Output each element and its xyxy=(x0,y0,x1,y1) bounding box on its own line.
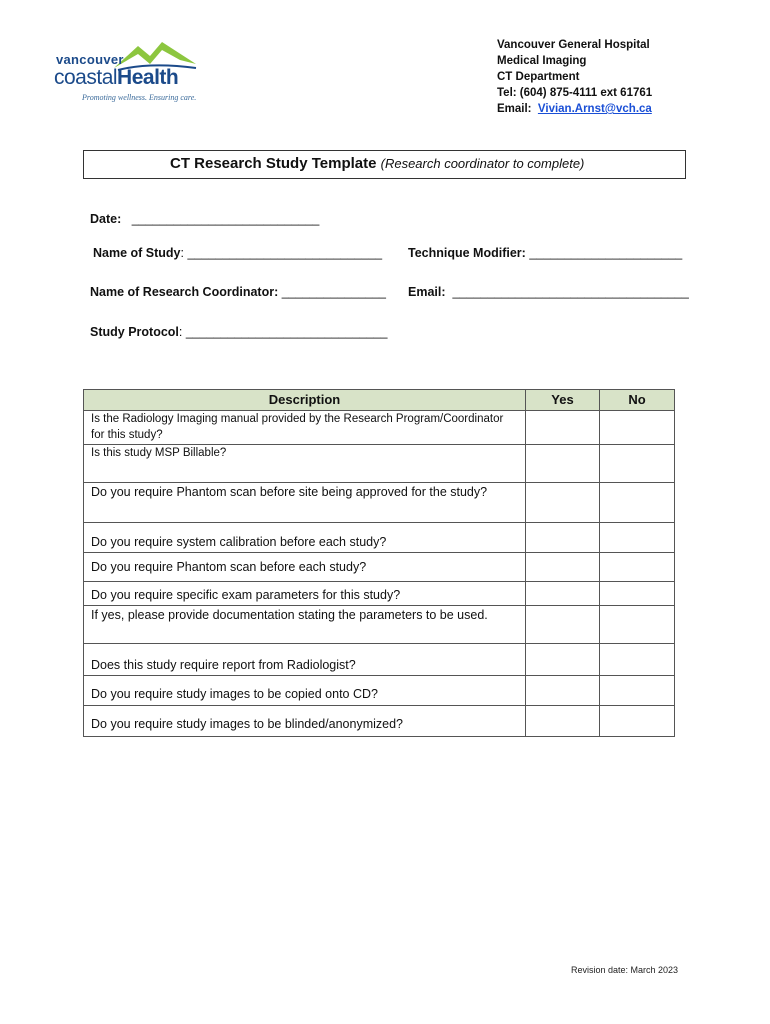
table-row xyxy=(84,706,675,737)
no-cell[interactable] xyxy=(600,483,675,523)
question-text: If yes, please provide documentation stating the parameters to be used. xyxy=(84,606,526,644)
phone: Tel: (604) 875-4111 ext 61761 xyxy=(497,87,653,99)
logo-tagline: Promoting wellness. Ensuring care. xyxy=(82,93,197,102)
technique-modifier-field[interactable]: Technique Modifier: ______________________ xyxy=(408,246,683,260)
table-row xyxy=(84,411,675,445)
table-row xyxy=(84,483,675,523)
yes-cell[interactable] xyxy=(526,606,600,644)
no-cell[interactable] xyxy=(600,445,675,483)
email-field[interactable]: Email: __________________________________ xyxy=(408,285,689,299)
yes-cell[interactable] xyxy=(526,483,600,523)
table-row xyxy=(84,644,675,676)
yes-cell[interactable] xyxy=(526,445,600,483)
yes-cell[interactable] xyxy=(526,706,600,737)
table-header-row xyxy=(84,390,675,411)
title-box xyxy=(83,150,686,179)
study-name-field[interactable]: Name of Study: ____________________________ xyxy=(93,246,383,260)
col-no-header: No xyxy=(600,390,675,411)
yes-cell[interactable] xyxy=(526,411,600,445)
question-text: Do you require study images to be blinded/anonymized? xyxy=(84,706,526,737)
dept-ct: CT Department xyxy=(497,71,580,83)
question-text: Do you require Phantom scan before each study? xyxy=(84,553,526,582)
yes-cell[interactable] xyxy=(526,523,600,553)
logo-line1: vancouver xyxy=(56,52,124,67)
no-cell[interactable] xyxy=(600,644,675,676)
date-field[interactable]: Date: ___________________________ xyxy=(90,212,320,226)
question-text: Do you require study images to be copied onto CD? xyxy=(84,676,526,706)
no-cell[interactable] xyxy=(600,676,675,706)
page-title: CT Research Study Template (Research coordinator to complete) xyxy=(170,155,585,172)
question-text: Do you require Phantom scan before site being approved for the study? xyxy=(84,483,526,523)
table-row xyxy=(84,606,675,644)
email-line: Email: Vivian.Arnst@vch.ca xyxy=(497,103,652,115)
question-text: Is this study MSP Billable? xyxy=(84,445,526,483)
no-cell[interactable] xyxy=(600,606,675,644)
yes-cell[interactable] xyxy=(526,553,600,582)
question-text: Does this study require report from Radiologist? xyxy=(84,644,526,676)
no-cell[interactable] xyxy=(600,523,675,553)
question-text: Do you require system calibration before each study? xyxy=(84,523,526,553)
revision-date: Revision date: March 2023 xyxy=(571,965,679,975)
dept-medical-imaging: Medical Imaging xyxy=(497,55,587,67)
email-link[interactable]: Vivian.Arnst@vch.ca xyxy=(537,103,652,115)
table-row xyxy=(84,445,675,483)
logo-line2: coastalHealth xyxy=(54,66,179,89)
yes-cell[interactable] xyxy=(526,582,600,606)
vch-logo xyxy=(52,38,202,108)
question-text: Do you require specific exam parameters for this study? xyxy=(84,582,526,606)
table-row xyxy=(84,523,675,553)
no-cell[interactable] xyxy=(600,582,675,606)
hospital-name: Vancouver General Hospital xyxy=(497,39,650,51)
no-cell[interactable] xyxy=(600,553,675,582)
col-yes-header: Yes xyxy=(526,390,600,411)
col-description-header: Description xyxy=(84,390,526,411)
table-row xyxy=(84,582,675,606)
study-protocol-field[interactable]: Study Protocol: _____________________________ xyxy=(90,325,388,339)
no-cell[interactable] xyxy=(600,411,675,445)
no-cell[interactable] xyxy=(600,706,675,737)
table-row xyxy=(84,676,675,706)
contact-block xyxy=(497,37,652,117)
question-text: Is the Radiology Imaging manual provided by the Research Program/Coordinator for this study? xyxy=(84,411,526,445)
yes-cell[interactable] xyxy=(526,676,600,706)
page-subtitle: (Research coordinator to complete) xyxy=(380,156,585,171)
coordinator-field[interactable]: Name of Research Coordinator: _______________ xyxy=(90,285,386,299)
yes-cell[interactable] xyxy=(526,644,600,676)
questions-table xyxy=(83,389,675,737)
table-row xyxy=(84,553,675,582)
